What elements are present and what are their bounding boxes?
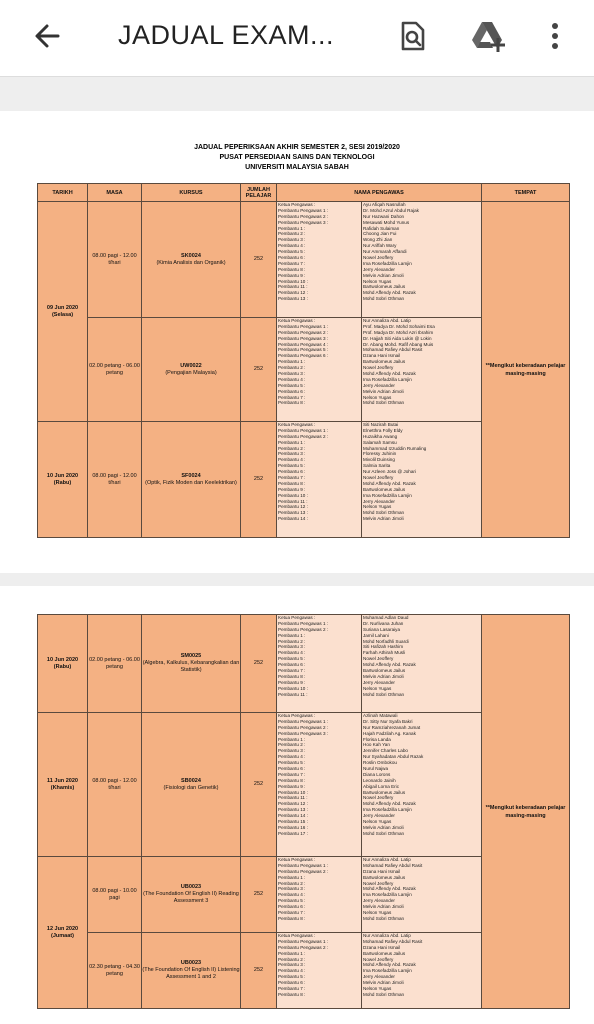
- invigilator-name: Nowel Jeoffery: [363, 956, 394, 962]
- invigilator-name: Bartwolomeus Jailus: [363, 284, 406, 290]
- invigilator-name: Mohd Affendy Abd. Razak: [363, 480, 416, 486]
- role-label: Pembantu 1 :: [278, 874, 306, 880]
- col-pengawas: NAMA PENGAWAS: [277, 184, 482, 202]
- invigilator-name: Nelson Yugas: [363, 910, 392, 916]
- count-cell: 252: [241, 615, 277, 713]
- invigilator-name: Mohd Affendy Abd. Razak: [363, 371, 416, 377]
- count-cell: 252: [241, 422, 277, 538]
- role-label: Pembantu 2 :: [278, 880, 306, 886]
- invigilator-name: Nur Azleen Joss @ Johari: [363, 469, 416, 475]
- time-cell: 08.00 pagi - 12.00 t/hari: [88, 422, 142, 538]
- invigilator-name: Nelson Yugas: [363, 819, 392, 825]
- role-label: Pembantu 4 :: [278, 457, 306, 463]
- schedule-table-2: [37, 614, 570, 1009]
- role-label: Pembantu 4 :: [278, 650, 306, 656]
- invigilator-name: Bartwolomeus Jailus: [363, 668, 406, 674]
- invigilator-name: Jerry Alexander: [363, 898, 395, 904]
- roles-cell: [277, 318, 362, 422]
- course-cell: SK0024 (Kimia Analisis dan Organik): [142, 202, 241, 318]
- invigilator-name: Mohd Sobri Othman: [363, 915, 405, 921]
- col-tarikh: TARIKH: [38, 184, 88, 202]
- invigilator-name: Mohamad Rafiey Abdul Rasit: [363, 938, 423, 944]
- invigilator-name: Choong Jian Fui: [363, 231, 397, 237]
- invigilator-name: Bartwolomeus Jailus: [363, 359, 406, 365]
- invigilator-name: Florisa Landa: [363, 736, 391, 742]
- count-cell: 252: [241, 713, 277, 857]
- invigilator-name: Melvin Adrian Jimoli: [363, 980, 404, 986]
- col-kursus: KURSUS: [142, 184, 241, 202]
- time-cell: 08.00 pagi - 12.00 t/hari: [88, 713, 142, 857]
- role-label: Pembantu 7 :: [278, 260, 306, 266]
- role-label: Pembantu Pengawas 6 :: [278, 353, 329, 359]
- invigilator-name: Abigail Lorna Eric: [363, 783, 400, 789]
- role-label: Pembantu Pengawas 2 :: [278, 944, 329, 950]
- invigilator-name: Dr. Hajjah Siti Aida Lukin @ Lokin: [363, 335, 432, 341]
- invigilator-name: Ima Rosefadzilla Lamjin: [363, 892, 412, 898]
- invigilator-name: Mohamad Rafiey Abdul Rasit: [363, 347, 423, 353]
- role-label: Pembantu 17 :: [278, 830, 308, 836]
- invigilator-name: Siti Nazirah Butai: [363, 422, 399, 427]
- count-cell: 252: [241, 933, 277, 1009]
- invigilator-name: Mohd Affendy Abd. Razak: [363, 801, 416, 807]
- invigilator-name: Ima Rosefadzilla Lamjin: [363, 376, 412, 382]
- invigilator-name: Leonardo Jainih: [363, 777, 396, 783]
- role-label: Pembantu 3 :: [278, 371, 306, 377]
- invigilator-name: Azlinah Matawali: [363, 713, 398, 718]
- time-cell: 08.00 pagi - 10.00 pagi: [88, 857, 142, 933]
- invigilator-name: Nur Annaliza Abd. Latip: [363, 857, 411, 862]
- role-label: Pembantu 9 :: [278, 272, 306, 278]
- role-label: Pembantu 1 :: [278, 439, 306, 445]
- role-label: Pembantu 7 :: [278, 771, 306, 777]
- invigilator-name: Mohd Sobri Othman: [363, 830, 405, 836]
- role-label: Pembantu 13 :: [278, 807, 308, 813]
- role-label: Pembantu 2 :: [278, 742, 306, 748]
- invigilator-name: Roslin Ombokou: [363, 760, 397, 766]
- role-label: Pembantu 7 :: [278, 910, 306, 916]
- names-cell: [362, 713, 482, 857]
- invigilator-name: Dr. Abang Mohd. Rafif Abang Muis: [363, 341, 434, 347]
- invigilator-name: Nelson Yugas: [363, 685, 392, 691]
- role-label: Pembantu 14 :: [278, 516, 308, 522]
- invigilator-name: Melvin Adrian Jimoli: [363, 904, 404, 910]
- date-cell: 11 Jun 2020 (Khamis): [38, 713, 88, 857]
- invigilator-name: Elnetthra Folly Eldy: [363, 427, 403, 433]
- role-label: Pembantu 2 :: [278, 231, 306, 237]
- invigilator-name: Nowel Jeoffery: [363, 656, 394, 662]
- invigilator-name: Mohd Sobri Othman: [363, 296, 405, 302]
- role-label: Pembantu 3 :: [278, 748, 306, 754]
- role-label: Pembantu 6 :: [278, 662, 306, 668]
- invigilator-name: Melvin Adrian Jimoli: [363, 516, 404, 522]
- invigilator-name: Mohd Sobri Othman: [363, 400, 405, 406]
- invigilator-name: Mohd Affendy Abd. Razak: [363, 886, 416, 892]
- drive-add-icon[interactable]: [468, 16, 508, 56]
- role-label: Pembantu 10 :: [278, 278, 308, 284]
- tempat-cell: **Mengikut keberadaan pelajar masing-masing: [482, 615, 570, 1009]
- invigilator-name: Huzaikha Awang: [363, 433, 398, 439]
- invigilator-name: Mivolil Duinsing: [363, 457, 395, 463]
- role-label: Pembantu 9 :: [278, 783, 306, 789]
- invigilator-name: Jerry Alexander: [363, 382, 395, 388]
- time-cell: 02.00 petang - 06.00 petang: [88, 318, 142, 422]
- role-label: Pembantu 4 :: [278, 243, 306, 249]
- invigilator-name: Rafidah Sulaiman: [363, 225, 400, 231]
- invigilator-name: Mohd Sobri Othman: [363, 991, 405, 997]
- table-header-row: [38, 184, 570, 202]
- count-cell: 252: [241, 202, 277, 318]
- invigilator-name: Dzana Hani Ismail: [363, 944, 401, 950]
- invigilator-name: Hajah Fadzilah Ag. Kanak: [363, 730, 416, 736]
- role-label: Pembantu Pengawas 4 :: [278, 341, 329, 347]
- invigilator-name: Melvin Adrian Jimoli: [363, 272, 404, 278]
- role-label: Pembantu 2 :: [278, 445, 306, 451]
- course-cell: SB0024 (Fisiologi dan Genetik): [142, 713, 241, 857]
- role-label: Ketua Pengawas :: [278, 202, 316, 207]
- count-cell: 252: [241, 318, 277, 422]
- schedule-table-1: [37, 183, 570, 538]
- role-label: Pembantu 8 :: [278, 480, 306, 486]
- role-label: Pembantu 3 :: [278, 451, 306, 457]
- roles-cell: [277, 933, 362, 1009]
- document-title: JADUAL EXAM...: [118, 20, 335, 50]
- time-cell: 02.00 petang - 06.00 petang: [88, 615, 142, 713]
- time-cell: 08.00 pagi - 12.00 t/hari: [88, 202, 142, 318]
- role-label: Pembantu 1 :: [278, 359, 306, 365]
- search-doc-icon[interactable]: [392, 16, 432, 56]
- role-label: Pembantu 12 :: [278, 801, 308, 807]
- role-label: Pembantu 5 :: [278, 760, 306, 766]
- role-label: Pembantu Pengawas 1 :: [278, 207, 329, 213]
- invigilator-name: Jerry Alexander: [363, 679, 395, 685]
- role-label: Pembantu 8 :: [278, 400, 306, 406]
- invigilator-name: Ima Rosefadzilla Lamjin: [363, 807, 412, 813]
- role-label: Pembantu 2 :: [278, 638, 306, 644]
- invigilator-name: Mohd Norfadhli Suardi: [363, 638, 409, 644]
- role-label: Pembantu 7 :: [278, 475, 306, 481]
- header-line-1: JADUAL PEPERIKSAAN AKHIR SEMESTER 2, SESI 2019/2020: [194, 144, 400, 151]
- role-label: Pembantu 5 :: [278, 249, 306, 255]
- role-label: Pembantu 3 :: [278, 644, 306, 650]
- role-label: Pembantu Pengawas 1 :: [278, 938, 329, 944]
- invigilator-name: Ima Rosefadzilla Lamjin: [363, 492, 412, 498]
- role-label: Ketua Pengawas :: [278, 422, 316, 427]
- role-label: Ketua Pengawas :: [278, 933, 316, 938]
- role-label: Pembantu Pengawas 1 :: [278, 862, 329, 868]
- role-label: Pembantu Pengawas 1 :: [278, 427, 329, 433]
- invigilator-name: Siti Hafizah Hashim: [363, 644, 404, 650]
- role-label: Pembantu 2 :: [278, 365, 306, 371]
- names-cell: [362, 422, 482, 538]
- role-label: Pembantu 11 :: [278, 498, 308, 504]
- invigilator-name: Jerry Alexander: [363, 498, 395, 504]
- invigilator-name: Jerry Alexander: [363, 813, 395, 819]
- invigilator-name: Nowel Jeoffery: [363, 365, 394, 371]
- back-arrow-icon[interactable]: [28, 16, 68, 56]
- role-label: Pembantu 8 :: [278, 673, 306, 679]
- role-label: Ketua Pengawas :: [278, 615, 316, 620]
- role-label: Pembantu 8 :: [278, 266, 306, 272]
- table-row: [38, 615, 570, 713]
- invigilator-name: Mesawati Mohd Yunus: [363, 219, 410, 225]
- role-label: Ketua Pengawas :: [278, 318, 316, 323]
- names-cell: [362, 318, 482, 422]
- role-label: Pembantu 1 :: [278, 736, 306, 742]
- invigilator-name: Nur Ramziahrezanah Jumat: [363, 724, 421, 730]
- role-label: Pembantu 7 :: [278, 394, 306, 400]
- role-label: Pembantu 4 :: [278, 892, 306, 898]
- invigilator-name: Nur Annaliza Abd. Latip: [363, 318, 411, 323]
- role-label: Pembantu 5 :: [278, 656, 306, 662]
- invigilator-name: Jerry Alexander: [363, 974, 395, 980]
- role-label: Pembantu 6 :: [278, 766, 306, 772]
- role-label: Pembantu Pengawas 2 :: [278, 868, 329, 874]
- col-jumlah: JUMLAH PELAJAR: [241, 184, 277, 202]
- time-cell: 02.30 petang - 04.30 petang: [88, 933, 142, 1009]
- role-label: Pembantu Pengawas 2 :: [278, 329, 329, 335]
- role-label: Pembantu Pengawas 2 :: [278, 724, 329, 730]
- invigilator-name: Nurul Najwa: [363, 766, 389, 772]
- invigilator-name: Ayu Afiqah Nasrullah: [363, 202, 406, 207]
- invigilator-name: Dzana Hani Ismail: [363, 353, 401, 359]
- role-label: Pembantu Pengawas 3 :: [278, 730, 329, 736]
- role-label: Pembantu 2 :: [278, 956, 306, 962]
- invigilator-name: Dr. Mohd Azrul Abdul Rajak: [363, 207, 419, 213]
- role-label: Pembantu 5 :: [278, 382, 306, 388]
- role-label: Pembantu 4 :: [278, 376, 306, 382]
- role-label: Pembantu 1 :: [278, 632, 306, 638]
- invigilator-name: Mohd Affendy Abd. Razak: [363, 290, 416, 296]
- invigilator-name: Salamah Samsu: [363, 439, 397, 445]
- role-label: Pembantu 4 :: [278, 754, 306, 760]
- role-label: Pembantu 12 :: [278, 290, 308, 296]
- invigilator-name: Jennifer Charles Labo: [363, 748, 408, 754]
- names-cell: [362, 615, 482, 713]
- invigilator-name: Prof. Madya Dr. Mohd Sohaimi Esa: [363, 323, 435, 329]
- role-label: Pembantu 5 :: [278, 974, 306, 980]
- invigilator-name: Floressy Juhinin: [363, 451, 397, 457]
- names-cell: [362, 202, 482, 318]
- invigilator-name: Bartwolomeus Jailus: [363, 486, 406, 492]
- role-label: Pembantu 9 :: [278, 486, 306, 492]
- role-label: Pembantu 10 :: [278, 492, 308, 498]
- invigilator-name: Mohd Affendy Abd. Razak: [363, 662, 416, 668]
- role-label: Pembantu 6 :: [278, 980, 306, 986]
- invigilator-name: Nur Ariffah Wary: [363, 243, 397, 249]
- role-label: Pembantu 15 :: [278, 819, 308, 825]
- names-cell: [362, 857, 482, 933]
- role-label: Pembantu Pengawas 2 :: [278, 433, 329, 439]
- count-cell: 252: [241, 857, 277, 933]
- invigilator-name: Prof. Madya Dr. Mohd Azri Ibrahim: [363, 329, 434, 335]
- role-label: Pembantu 10 :: [278, 685, 308, 691]
- role-label: Pembantu 12 :: [278, 504, 308, 510]
- document-page-1: [0, 111, 594, 573]
- invigilator-name: Farhah Athirah Musli: [363, 650, 406, 656]
- invigilator-name: Nowel Jeoffery: [363, 795, 394, 801]
- role-label: Pembantu 16 :: [278, 824, 308, 830]
- role-label: Pembantu 14 :: [278, 813, 308, 819]
- role-label: Pembantu Pengawas 1 :: [278, 620, 329, 626]
- role-label: Pembantu 11 :: [278, 284, 308, 290]
- names-cell: [362, 933, 482, 1009]
- invigilator-name: Dr. Nurlivana Juhan: [363, 620, 404, 626]
- role-label: Pembantu 3 :: [278, 237, 306, 243]
- role-label: Pembantu Pengawas 2 :: [278, 213, 329, 219]
- role-label: Pembantu 9 :: [278, 679, 306, 685]
- invigilator-name: Mohamad Rafiey Abdul Rasit: [363, 862, 423, 868]
- role-label: Pembantu 4 :: [278, 968, 306, 974]
- date-cell: 09 Jun 2020 (Selasa): [38, 202, 88, 422]
- role-label: Pembantu 8 :: [278, 915, 306, 921]
- col-tempat: TEMPAT: [482, 184, 570, 202]
- roles-cell: [277, 422, 362, 538]
- header-line-3: UNIVERSITI MALAYSIA SABAH: [245, 164, 349, 171]
- invigilator-name: Muhamad Adlan Daud: [363, 615, 409, 620]
- role-label: Ketua Pengawas :: [278, 857, 316, 862]
- role-label: Pembantu 11 :: [278, 691, 308, 697]
- course-cell: UW0022 (Pengajian Malaysia): [142, 318, 241, 422]
- col-masa: MASA: [88, 184, 142, 202]
- header-line-2: PUSAT PERSEDIAAN SAINS DAN TEKNOLOGI: [219, 154, 375, 161]
- role-label: Pembantu 6 :: [278, 904, 306, 910]
- date-cell: 12 Jun 2020 (Jumaat): [38, 857, 88, 1009]
- role-label: Pembantu Pengawas 3 :: [278, 219, 329, 225]
- table-row: [38, 202, 570, 318]
- invigilator-name: Nur Hazwani Dahon: [363, 213, 405, 219]
- role-label: Pembantu 5 :: [278, 898, 306, 904]
- invigilator-name: Mohd Affendy Abd. Razak: [363, 962, 416, 968]
- invigilator-name: Melvin Adrian Jimoli: [363, 824, 404, 830]
- invigilator-name: Nelson Yugas: [363, 394, 392, 400]
- role-label: Pembantu 6 :: [278, 469, 306, 475]
- tempat-cell: **Mengikut keberadaan pelajar masing-masing: [482, 202, 570, 538]
- role-label: Pembantu 8 :: [278, 991, 306, 997]
- role-label: Pembantu 7 :: [278, 668, 306, 674]
- role-label: Pembantu 11 :: [278, 795, 308, 801]
- invigilator-name: Dzana Hani Ismail: [363, 868, 401, 874]
- role-label: Pembantu Pengawas 1 :: [278, 323, 329, 329]
- role-label: Pembantu 7 :: [278, 986, 306, 992]
- role-label: Pembantu 8 :: [278, 777, 306, 783]
- role-label: Pembantu 5 :: [278, 463, 306, 469]
- date-cell: 10 Jun 2020 (Rabu): [38, 615, 88, 713]
- role-label: Pembantu Pengawas 2 :: [278, 626, 329, 632]
- invigilator-name: Hoo Kah Yan: [363, 742, 390, 748]
- invigilator-name: Bartwolomeus Jailus: [363, 950, 406, 956]
- role-label: Pembantu 1 :: [278, 225, 306, 231]
- invigilator-name: Nowel Jeoffery: [363, 475, 394, 481]
- invigilator-name: Dr. Sitty Nur Syafa Bakri: [363, 718, 413, 724]
- course-cell: UB0023 (The Foundation Of English II) Listening Assessment 1 and 2: [142, 933, 241, 1009]
- invigilator-name: Melvin Adrian Jimoli: [363, 673, 404, 679]
- invigilator-name: Diana Lorons: [363, 771, 391, 777]
- course-cell: SF0024 (Optik, Fizik Moden dan Keelektrikan): [142, 422, 241, 538]
- role-label: Pembantu Pengawas 3 :: [278, 335, 329, 341]
- invigilator-name: Nelson Yugas: [363, 278, 392, 284]
- invigilator-name: Bartwolomeus Jailus: [363, 789, 406, 795]
- role-label: Pembantu 13 :: [278, 296, 308, 302]
- role-label: Pembantu 10 :: [278, 789, 308, 795]
- roles-cell: [277, 615, 362, 713]
- invigilator-name: Jamil Lahani: [363, 632, 389, 638]
- role-label: Pembantu 6 :: [278, 388, 306, 394]
- course-cell: UB0023 (The Foundation Of English II) Reading Assessment 3: [142, 857, 241, 933]
- invigilator-name: Suriana Lasaraiya: [363, 626, 401, 632]
- invigilator-name: Bartwolomeus Jailus: [363, 874, 406, 880]
- invigilator-name: Nur Syahadatan Abdul Razak: [363, 754, 424, 760]
- invigilator-name: Wong Zhi Jian: [363, 237, 393, 243]
- invigilator-name: Nelson Yugas: [363, 504, 392, 510]
- invigilator-name: Nur Annaliza Abd. Latip: [363, 933, 411, 938]
- invigilator-name: Ima Rosefadzilla Lamjin: [363, 260, 412, 266]
- role-label: Pembantu Pengawas 5 :: [278, 347, 329, 353]
- invigilator-name: Jerry Alexander: [363, 266, 395, 272]
- role-label: Pembantu 6 :: [278, 255, 306, 261]
- role-label: Ketua Pengawas :: [278, 713, 316, 718]
- invigilator-name: Nelson Yugas: [363, 986, 392, 992]
- role-label: Pembantu 13 :: [278, 510, 308, 516]
- invigilator-name: Nowel Jeoffery: [363, 880, 394, 886]
- more-vert-icon[interactable]: [540, 16, 570, 56]
- role-label: Pembantu 3 :: [278, 886, 306, 892]
- invigilator-name: Nowel Jeoffery: [363, 255, 394, 261]
- invigilator-name: Mohd Sobri Othman: [363, 691, 405, 697]
- role-label: Pembantu 3 :: [278, 962, 306, 968]
- role-label: Pembantu 1 :: [278, 950, 306, 956]
- roles-cell: [277, 713, 362, 857]
- app-bar: [0, 0, 594, 77]
- role-label: Pembantu Pengawas 1 :: [278, 718, 329, 724]
- invigilator-name: Salmia Sarita: [363, 463, 391, 469]
- invigilator-name: Melvin Adrian Jimoli: [363, 388, 404, 394]
- invigilator-name: Ima Rosefadzilla Lamjin: [363, 968, 412, 974]
- roles-cell: [277, 857, 362, 933]
- invigilator-name: Nur Ammarah Affandi: [363, 249, 407, 255]
- roles-cell: [277, 202, 362, 318]
- date-cell: 10 Jun 2020 (Rabu): [38, 422, 88, 538]
- course-cell: SM0025 (Algebra, Kalkulus, Kebarangkalian dan Statistik): [142, 615, 241, 713]
- document-page-2: [0, 586, 594, 1024]
- invigilator-name: Muhammad Izzuddin Rumaling: [363, 445, 427, 451]
- invigilator-name: Mohd Sobri Othman: [363, 510, 405, 516]
